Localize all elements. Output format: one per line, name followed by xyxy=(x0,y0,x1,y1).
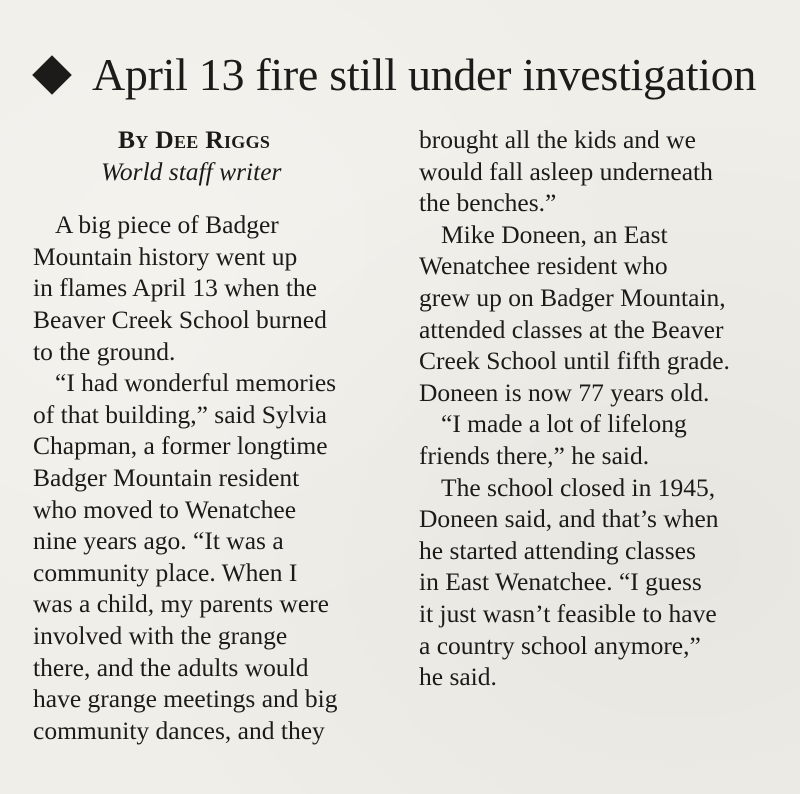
text-line: in East Wenatchee. “I guess xyxy=(419,567,702,597)
text-line: Doneen said, and that’s when xyxy=(419,504,719,534)
text-line: community place. When I xyxy=(33,557,298,587)
text-line: he started attending classes xyxy=(419,535,696,565)
text-line: he said. xyxy=(419,662,497,692)
text-line: attended classes at the Beaver xyxy=(419,314,724,344)
text-line: a country school anymore,” xyxy=(419,630,701,660)
text-line: there, and the adults would xyxy=(33,652,309,682)
text-line: of that building,” said Sylvia xyxy=(33,399,327,429)
text-line: Badger Mountain resident xyxy=(33,462,300,492)
text-line: involved with the grange xyxy=(33,620,288,650)
text-line: was a child, my parents were xyxy=(33,589,329,619)
headline-text: April 13 fire still under investigation xyxy=(92,49,757,100)
text-line: “I made a lot of lifelong xyxy=(441,409,687,439)
text-line: grew up on Badger Mountain, xyxy=(419,282,726,312)
text-line: The school closed in 1945, xyxy=(441,472,716,502)
text-line: to the ground. xyxy=(33,336,176,366)
article-column-left xyxy=(33,124,393,746)
headline xyxy=(30,44,790,106)
text-line: Mike Doneen, an East xyxy=(441,219,668,249)
text-line: have grange meetings and big xyxy=(33,684,338,714)
text-line: Mountain history went up xyxy=(33,241,298,271)
text-line: “I had wonderful memories xyxy=(55,368,337,398)
text-line: community dances, and they xyxy=(33,715,325,745)
byline-name: By Dee Riggs xyxy=(118,125,271,154)
byline-role: World staff writer xyxy=(101,156,282,186)
text-line: in flames April 13 when the xyxy=(33,273,317,303)
article-column-right xyxy=(419,124,784,693)
text-line: would fall asleep underneath xyxy=(419,156,713,186)
text-line: Creek School until fifth grade. xyxy=(419,346,730,376)
text-line: it just wasn’t feasible to have xyxy=(419,598,717,628)
text-line: Wenatchee resident who xyxy=(419,251,668,281)
byline xyxy=(33,124,393,156)
text-line: Chapman, a former longtime xyxy=(33,431,328,461)
text-line: Doneen is now 77 years old. xyxy=(419,377,710,407)
diamond-bullet-icon xyxy=(32,55,72,95)
text-line: nine years ago. “It was a xyxy=(33,526,284,556)
text-line: who moved to Wenatchee xyxy=(33,494,297,524)
text-line: brought all the kids and we xyxy=(419,125,696,154)
text-line: friends there,” he said. xyxy=(419,440,650,470)
text-line: Beaver Creek School burned xyxy=(33,304,327,334)
text-line: the benches.” xyxy=(419,188,557,218)
text-line: A big piece of Badger xyxy=(55,210,279,240)
byline-spacer xyxy=(33,187,393,209)
